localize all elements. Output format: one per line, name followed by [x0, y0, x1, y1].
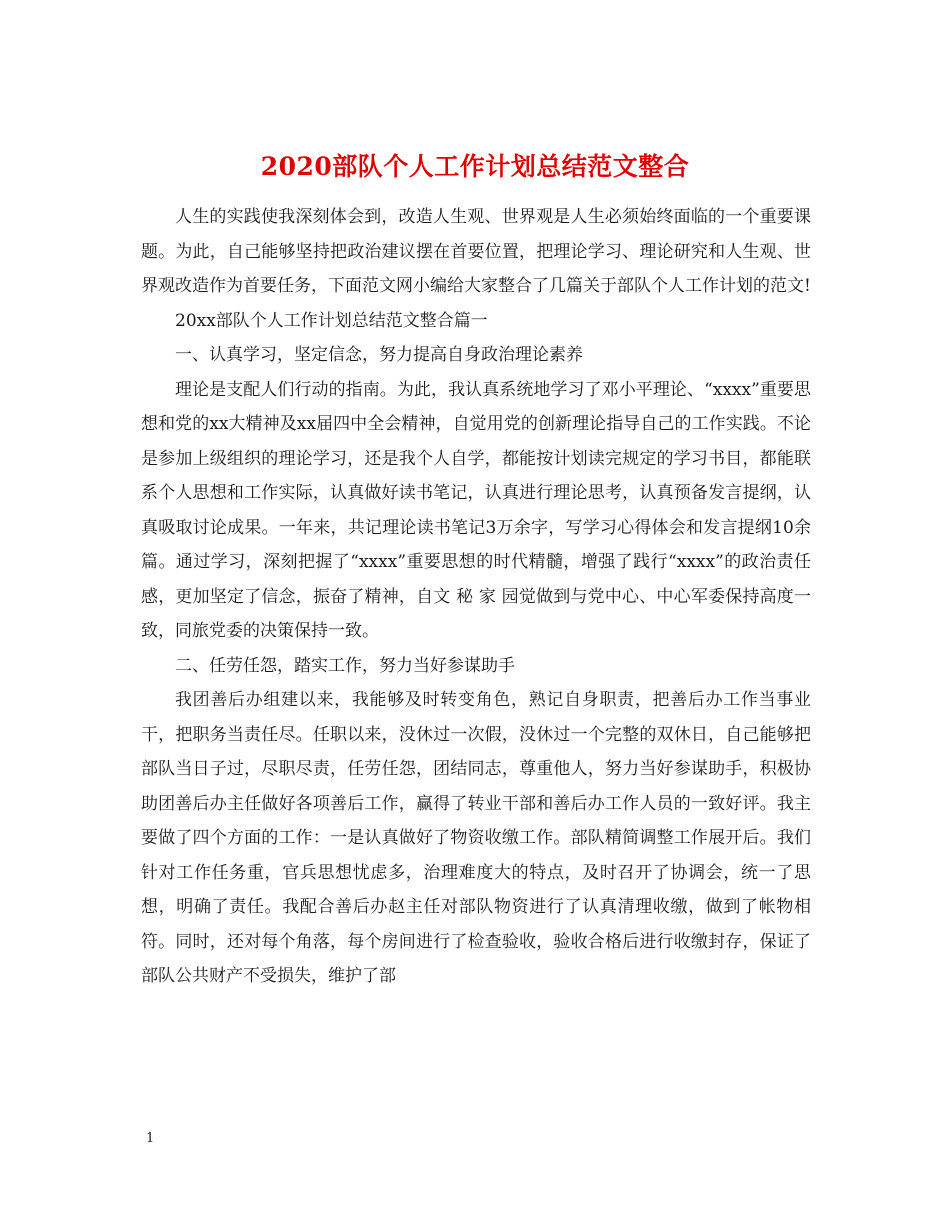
- document-title: 2020部队个人工作计划总结范文整合: [260, 151, 690, 181]
- body-paragraph-study: 理论是支配人们行动的指南。为此，我认真系统地学习了邓小平理论、“xxxx”重要思想和党的xx大精神及xx届四中全会精神，自觉用党的创新理论指导自己的工作实践。不论是参加上级组织的理论学习，还是我个人自学，都能按计划读完规定的学习书目，都能联系个人思想和工作实际，认真做好读书笔记，认真进行理论思考，认真预备发言提纲，认真吸取讨论成果。一年来，共记理论读书笔记3万余字，写学习心得体会和发言提纲10余篇。通过学习，深刻把握了“xxxx”重要思想的时代精髓，增强了践行“xxxx”的政治责任感，更加坚定了信念，振奋了精神，自文 秘 家 园觉做到与党中心、中心军委保持高度一致，同旅党委的决策保持一致。: [141, 379, 811, 641]
- section-heading-work: 二、任劳任怨，踏实工作，努力当好参谋助手: [175, 655, 515, 676]
- intro-paragraph: 人生的实践使我深刻体会到，改造人生观、世界观是人生必须始终面临的一个重要课题。为此，自己能够坚持把政治建议摆在首要位置，把理论学习、理论研究和人生观、世界观改造作为首要任务，下面范文网小编给大家整合了几篇关于部队个人工作计划的范文!: [141, 207, 811, 296]
- section-heading-article-one: 20xx部队个人工作计划总结范文整合篇一: [175, 310, 488, 331]
- body-paragraph-work: 我团善后办组建以来，我能够及时转变角色，熟记自身职责，把善后办工作当事业干，把职务当责任尽。任职以来，没休过一次假，没休过一个完整的双休日，自己能够把部队当日子过，尽职尽责，任劳任怨，团结同志，尊重他人，努力当好参谋助手，积极协助团善后办主任做好各项善后工作，赢得了转业干部和善后办工作人员的一致好评。我主要做了四个方面的工作：一是认真做好了物资收缴工作。部队精简调整工作展开后。我们针对工作任务重，官兵思想忧虑多，治理难度大的特点，及时召开了协调会，统一了思想，明确了责任。我配合善后办赵主任对部队物资进行了认真清理收缴，做到了帐物相符。同时，还对每个角落，每个房间进行了检查验收，验收合格后进行收缴封存，保证了部队公共财产不受损失，维护了部: [141, 690, 811, 986]
- section-heading-study: 一、认真学习，坚定信念，努力提高自身政治理论素养: [175, 345, 583, 365]
- document-body: [141, 200, 811, 994]
- page-number: 1: [146, 1131, 155, 1146]
